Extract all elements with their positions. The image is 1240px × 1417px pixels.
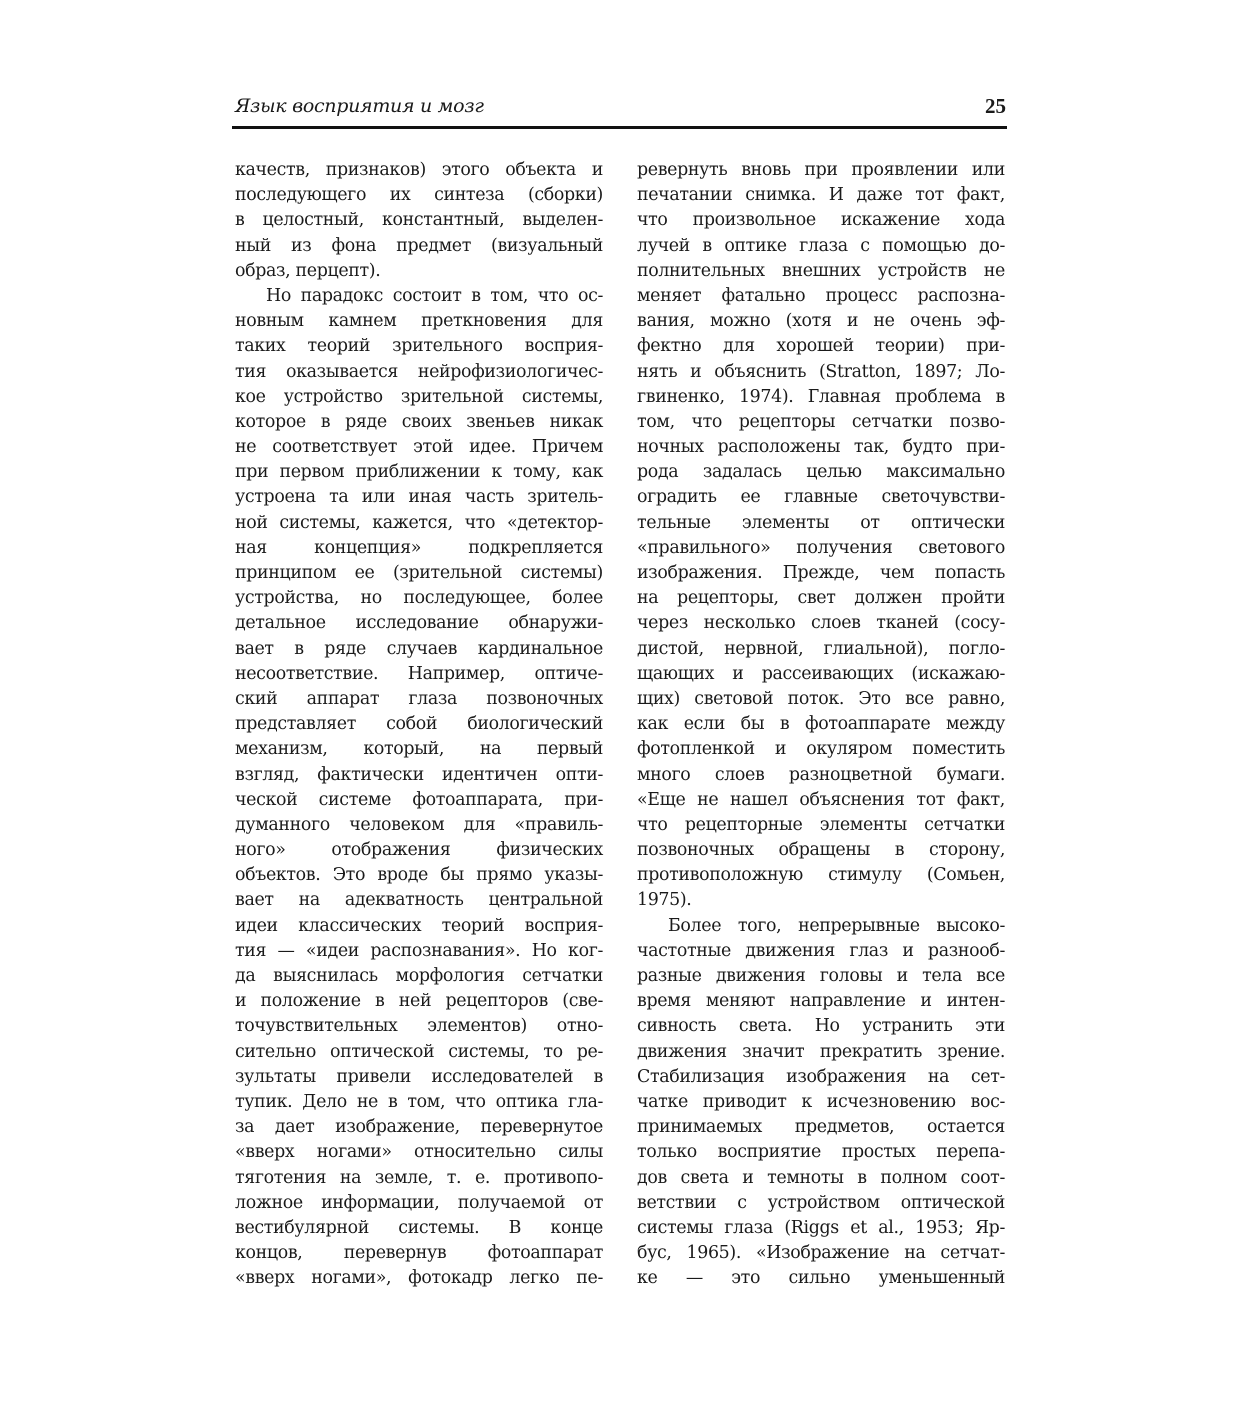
text-line: кое устройство зрительной системы, bbox=[235, 386, 603, 407]
text-line: бус, 1965). «Изображение на сетчат- bbox=[637, 1243, 1005, 1264]
text-line: не соответствует этой идее. Причем bbox=[235, 437, 603, 458]
text-line: принимаемых предметов, остается bbox=[637, 1117, 1005, 1138]
text-line: разные движения головы и тела все bbox=[637, 966, 1005, 986]
text-line: щих) световой поток. Это все равно, bbox=[637, 688, 1005, 709]
text-line: Но парадокс состоит в том, что ос- bbox=[266, 285, 603, 306]
text-line: только восприятие простых перепа- bbox=[637, 1142, 1005, 1163]
text-line: чатке приводит к исчезновению вос- bbox=[637, 1091, 1005, 1112]
text-line: и положение в ней рецепторов (све- bbox=[235, 991, 603, 1012]
text-line: много слоев разноцветной бумаги. bbox=[637, 764, 1005, 785]
running-head bbox=[235, 92, 1006, 120]
text-line: вания, можно (хотя и не очень эф- bbox=[637, 311, 1005, 332]
text-line: лучей в оптике глаза с помощью до- bbox=[637, 235, 1005, 256]
text-line: на рецепторы, свет должен пройти bbox=[637, 588, 1005, 609]
text-line: идеи классических теорий восприя- bbox=[235, 915, 603, 936]
text-line: ский аппарат глаза позвоночных bbox=[235, 688, 603, 709]
text-line: ветствии с устройством оптической bbox=[637, 1192, 1005, 1213]
text-line: детальное исследование обнаружи- bbox=[235, 613, 603, 634]
text-line: тупик. Дело не в том, что оптика гла- bbox=[235, 1091, 603, 1112]
text-line: за дает изображение, перевернутое bbox=[235, 1117, 603, 1138]
text-line: точувствительных элементов) отно- bbox=[235, 1016, 603, 1037]
text-line: изображения. Прежде, чем попасть bbox=[637, 563, 1005, 583]
text-line: «Еще не нашел объяснения тот факт, bbox=[637, 789, 1005, 810]
text-line: ночных расположены так, будто при- bbox=[637, 437, 1005, 458]
text-line: противоположную стимулу (Сомьен, bbox=[637, 865, 1005, 886]
text-line: том, что рецепторы сетчатки позво- bbox=[637, 411, 1005, 432]
page-number: 25 bbox=[985, 94, 1006, 118]
text-line: рода задалась целью максимально bbox=[637, 462, 1005, 483]
text-line: образ, перцепт). bbox=[235, 260, 381, 281]
text-line: тельные элементы от оптически bbox=[637, 512, 1005, 533]
text-line: думанного человеком для «правиль- bbox=[235, 814, 603, 835]
text-line: что рецепторные элементы сетчатки bbox=[637, 814, 1005, 835]
text-line: тия оказывается нейрофизиологичес- bbox=[235, 361, 603, 382]
text-line: в целостный, константный, выделен- bbox=[235, 210, 603, 231]
text-line: как если бы в фотоаппарате между bbox=[637, 714, 1005, 735]
text-line: печатании снимка. И даже тот факт, bbox=[637, 185, 1005, 206]
text-line: фектно для хорошей теории) при- bbox=[637, 336, 1005, 357]
text-line: сивность света. Но устранить эти bbox=[637, 1016, 1005, 1037]
text-line: время меняют направление и интен- bbox=[637, 991, 1005, 1012]
text-line: да выяснилась морфология сетчатки bbox=[235, 966, 603, 986]
text-line: взгляд, фактически идентичен опти- bbox=[235, 764, 603, 785]
text-line: «вверх ногами», фотокадр легко пе- bbox=[235, 1268, 603, 1289]
text-line: «правильного» получения светового bbox=[637, 537, 1005, 558]
text-line: 1975). bbox=[637, 890, 692, 911]
text-line: качеств, признаков) этого объекта и bbox=[235, 160, 603, 180]
text-line: вает на адекватность центральной bbox=[235, 890, 603, 911]
text-line: Более того, непрерывные высоко- bbox=[668, 915, 1005, 936]
text-line: объектов. Это вроде бы прямо указы- bbox=[235, 865, 603, 886]
text-line: тяготения на земле, т. е. противопо- bbox=[235, 1167, 603, 1188]
text-line: «вверх ногами» относительно силы bbox=[235, 1142, 603, 1163]
text-line: механизм, который, на первый bbox=[235, 739, 603, 760]
header-rule bbox=[232, 126, 1007, 129]
text-line: новным камнем преткновения для bbox=[235, 311, 603, 332]
text-line: которое в ряде своих звеньев никак bbox=[235, 411, 603, 432]
text-line: движения значит прекратить зрение. bbox=[637, 1041, 1005, 1062]
text-line: устроена та или иная часть зритель- bbox=[235, 487, 603, 508]
text-line: нять и объяснить (Stratton, 1897; Ло- bbox=[637, 361, 1005, 382]
text-line: ного» отображения физических bbox=[235, 840, 603, 861]
text-line: Стабилизация изображения на сет- bbox=[637, 1066, 1005, 1087]
running-title: Язык восприятия и мозг bbox=[235, 95, 484, 117]
text-line: сительно оптической системы, то ре- bbox=[235, 1041, 603, 1062]
text-line: при первом приближении к тому, как bbox=[235, 462, 603, 483]
text-line: ческой системе фотоаппарата, при- bbox=[235, 789, 603, 810]
text-line: таких теорий зрительного восприя- bbox=[235, 336, 603, 357]
text-line: зультаты привели исследователей в bbox=[235, 1066, 603, 1087]
text-line: концов, перевернув фотоаппарат bbox=[235, 1243, 603, 1264]
text-line: вает в ряде случаев кардинальное bbox=[235, 638, 603, 659]
text-line: ная концепция» подкрепляется bbox=[235, 537, 603, 558]
text-line: ной системы, кажется, что «детектор- bbox=[235, 512, 603, 533]
text-line: системы глаза (Riggs et al., 1953; Яр- bbox=[637, 1217, 1005, 1238]
text-line: вестибулярной системы. В конце bbox=[235, 1217, 603, 1238]
text-line: гвиненко, 1974). Главная проблема в bbox=[637, 386, 1005, 407]
text-line: принципом ее (зрительной системы) bbox=[235, 563, 603, 583]
text-line: последующего их синтеза (сборки) bbox=[235, 185, 603, 206]
text-line: полнительных внешних устройств не bbox=[637, 260, 1005, 281]
text-line: ный из фона предмет (визуальный bbox=[235, 235, 603, 256]
text-line: ревернуть вновь при проявлении или bbox=[637, 160, 1005, 180]
text-line: позвоночных обращены в сторону, bbox=[637, 840, 1005, 861]
text-column-right bbox=[637, 158, 1005, 1291]
text-line: дистой, нервной, глиальной), погло- bbox=[637, 638, 1005, 659]
text-line: ложное информации, получаемой от bbox=[235, 1192, 603, 1213]
text-line: фотопленкой и окуляром поместить bbox=[637, 739, 1005, 760]
text-line: представляет собой биологический bbox=[235, 714, 603, 735]
text-line: устройства, но последующее, более bbox=[235, 588, 603, 609]
text-line: тия — «идеи распознавания». Но ког- bbox=[235, 940, 603, 961]
text-line: через несколько слоев тканей (сосу- bbox=[637, 613, 1005, 634]
text-column-left bbox=[235, 158, 603, 1291]
text-line: щающих и рассеивающих (искажаю- bbox=[637, 663, 1005, 684]
text-line: что произвольное искажение хода bbox=[637, 210, 1005, 231]
text-line: частотные движения глаз и разнооб- bbox=[637, 940, 1005, 961]
text-line: дов света и темноты в полном соот- bbox=[637, 1167, 1005, 1188]
text-line: оградить ее главные светочувстви- bbox=[637, 487, 1005, 508]
text-line: несоответствие. Например, оптиче- bbox=[235, 663, 603, 684]
text-line: ке — это сильно уменьшенный bbox=[637, 1268, 1005, 1289]
text-line: меняет фатально процесс распозна- bbox=[637, 285, 1005, 306]
